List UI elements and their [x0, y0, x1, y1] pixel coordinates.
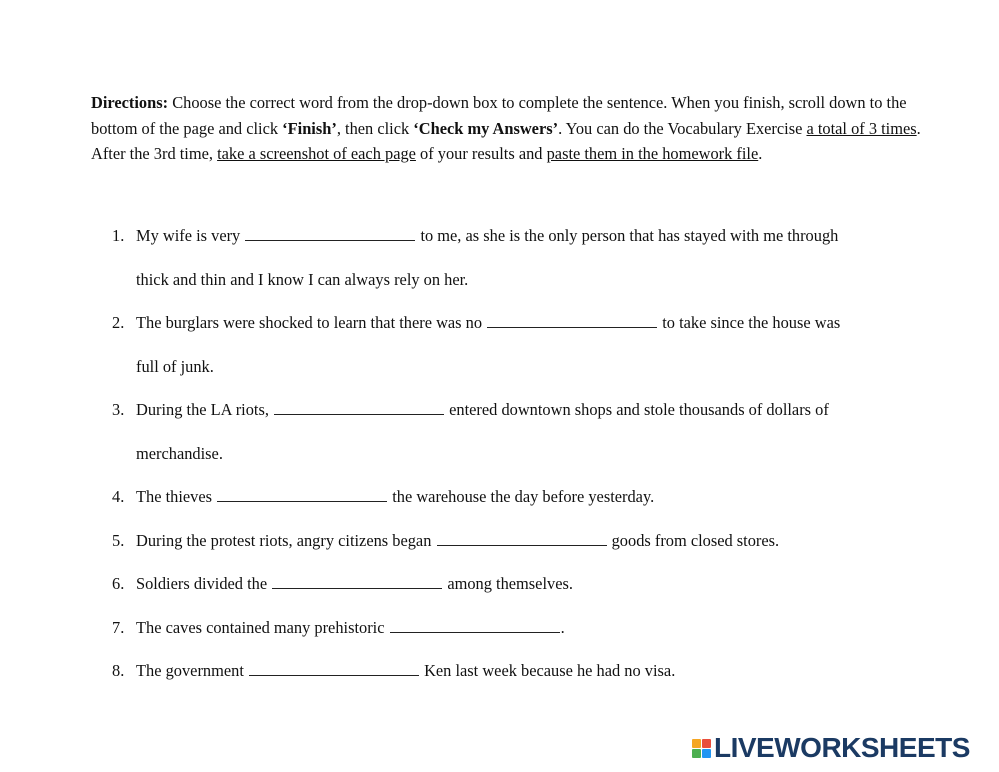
directions-paragraph — [91, 90, 921, 167]
question-item — [91, 388, 951, 475]
question-number: 5. — [112, 530, 125, 550]
liveworksheets-logo[interactable] — [692, 733, 970, 763]
answer-blank-8[interactable] — [249, 661, 419, 676]
question-number: 7. — [112, 617, 125, 637]
directions-text: . — [758, 144, 763, 163]
directions-text: . After the 3rd time, — [91, 118, 921, 163]
answer-blank-2[interactable] — [487, 313, 657, 328]
question-number: 6. — [112, 574, 125, 593]
question-text: Ken last week because he had no visa. — [419, 661, 676, 680]
question-item — [91, 214, 951, 301]
question-number: 4. — [112, 487, 125, 506]
question-text: The government — [136, 661, 248, 680]
question-number: 1. — [112, 226, 125, 245]
answer-blank-3[interactable] — [274, 400, 444, 415]
question-item — [91, 606, 951, 650]
question-number: 8. — [112, 661, 125, 680]
answer-blank-6[interactable] — [272, 574, 442, 589]
logo-square — [702, 739, 711, 748]
question-text: The thieves — [136, 487, 217, 506]
question-text: among themselves. — [443, 574, 573, 593]
question-text: The burglars were shocked to learn that there was no — [136, 313, 487, 332]
logo-square — [702, 749, 711, 758]
question-list — [91, 214, 951, 693]
question-text: The caves contained many prehistoric — [136, 617, 389, 637]
question-text: During the protest riots, angry citizens began — [136, 530, 436, 550]
question-text: My wife is very — [136, 226, 245, 245]
screenshot-note: take a screenshot of each page — [217, 144, 416, 163]
question-text: the warehouse the day before yesterday. — [388, 487, 655, 506]
question-text: to me, as she is the only person that has stayed with me through — [416, 226, 839, 245]
answer-blank-5[interactable] — [437, 531, 607, 546]
question-text: . — [560, 617, 565, 637]
question-text: to take since the house was — [658, 313, 841, 332]
logo-square — [692, 749, 701, 758]
question-text: During the LA riots, — [136, 400, 274, 419]
directions-text: , then click — [336, 118, 414, 138]
check-answers-keyword: ‘Check my Answers’ — [413, 118, 559, 138]
question-item — [91, 475, 951, 519]
answer-blank-1[interactable] — [245, 226, 415, 241]
question-number: 2. — [112, 313, 125, 332]
question-number: 3. — [112, 400, 125, 419]
question-item — [91, 649, 951, 693]
homework-file-note: paste them in the homework file — [546, 144, 759, 163]
question-item — [91, 519, 951, 563]
directions-text: of your results and — [415, 144, 547, 163]
question-text: goods from closed stores. — [607, 530, 780, 550]
answer-blank-4[interactable] — [217, 487, 387, 502]
question-text-continued: merchandise. — [136, 443, 223, 463]
directions-label: Directions: — [91, 93, 169, 112]
directions-text: . You can do the Vocabulary Exercise — [558, 118, 807, 138]
logo-text: LIVEWORKSHEETS — [714, 732, 970, 763]
question-item — [91, 301, 951, 388]
directions-text: Choose the correct word from the drop-down box to complete the sentence. When you finish, scroll down to the bottom of the page and click — [91, 93, 907, 138]
question-text-continued: full of junk. — [136, 356, 214, 376]
answer-blank-7[interactable] — [390, 618, 560, 633]
question-text-continued: thick and thin and I know I can always rely on her. — [136, 269, 469, 289]
attempts-note: a total of 3 times — [806, 118, 917, 138]
logo-grid-icon — [692, 739, 711, 758]
finish-keyword: ‘Finish’ — [282, 118, 337, 138]
question-text: Soldiers divided the — [136, 574, 272, 593]
question-text: entered downtown shops and stole thousands of dollars of — [445, 400, 829, 419]
logo-square — [692, 739, 701, 748]
question-item — [91, 562, 951, 606]
